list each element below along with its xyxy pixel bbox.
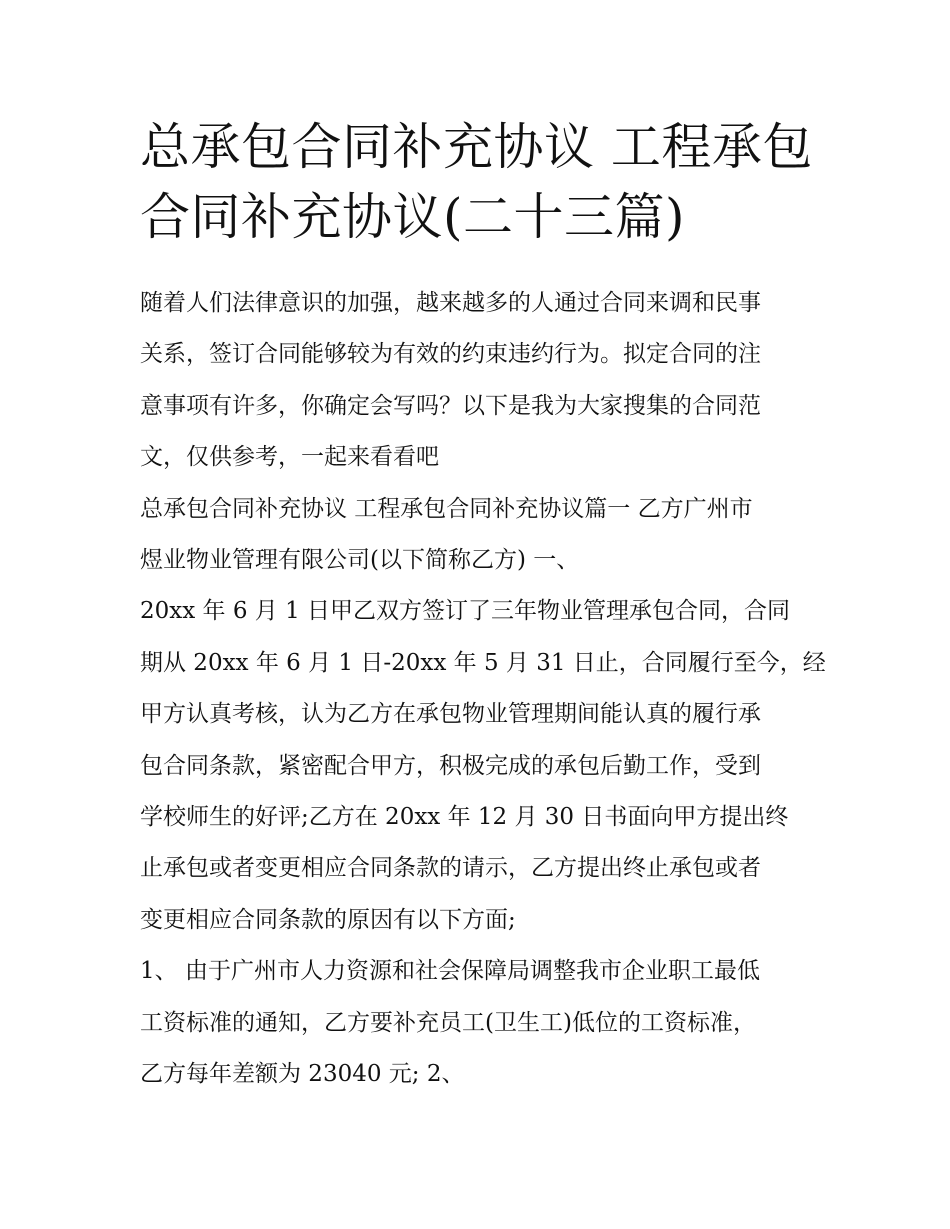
paragraph-line: 意事项有许多，你确定会写吗？以下是我为大家搜集的合同范 — [140, 392, 761, 419]
paragraph-line: 关系，签订合同能够较为有效的约束违约行为。拟定合同的注 — [140, 341, 761, 368]
document-title — [140, 112, 816, 252]
paragraph-line: 甲方认真考核，认为乙方在承包物业管理期间能认真的履行承 — [140, 701, 761, 728]
document-body — [140, 278, 826, 1101]
paragraph-line: 变更相应合同条款的原因有以下方面; — [140, 906, 516, 933]
paragraph-line: 止承包或者变更相应合同条款的请示，乙方提出终止承包或者 — [140, 855, 761, 882]
title-line: 总承包合同补充协议 工程承包 — [140, 118, 813, 176]
paragraph-line: 工资标准的通知，乙方要补充员工(卫生工)低位的工资标准， — [140, 1009, 756, 1036]
paragraph-line: 乙方每年差额为 23040 元; 2、 — [140, 1061, 465, 1088]
paragraph-line: 20xx 年 6 月 1 日甲乙双方签订了三年物业管理承包合同，合同 — [140, 598, 791, 625]
paragraph-line: 期从 20xx 年 6 月 1 日-20xx 年 5 月 31 日止，合同履行至今，经 — [140, 649, 826, 676]
paragraph-line: 总承包合同补充协议 工程承包合同补充协议篇一 乙方广州市 — [140, 495, 753, 522]
paragraph-line: 1、 由于广州市人力资源和社会保障局调整我市企业职工最低 — [140, 958, 760, 985]
title-line: 合同补充协议(二十三篇) — [140, 188, 686, 246]
paragraph-line: 随着人们法律意识的加强，越来越多的人通过合同来调和民事 — [140, 290, 761, 316]
paragraph-line: 包合同条款，紧密配合甲方，积极完成的承包后勤工作，受到 — [140, 752, 761, 779]
paragraph-line: 学校师生的好评;乙方在 20xx 年 12 月 30 日书面向甲方提出终 — [140, 804, 789, 831]
paragraph-line: 文，仅供参考，一起来看看吧 — [140, 444, 439, 471]
paragraph-line: 煜业物业管理有限公司(以下简称乙方) 一、 — [140, 547, 580, 574]
